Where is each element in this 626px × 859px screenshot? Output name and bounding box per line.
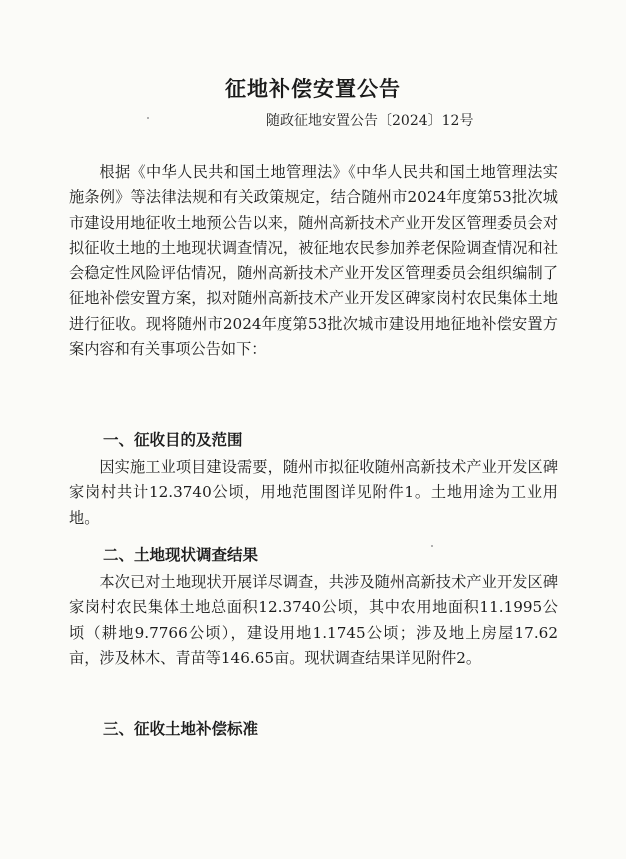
intro-paragraph xyxy=(69,160,558,362)
section-heading-survey: 二、土地现状调查结果 xyxy=(103,546,259,564)
section-heading-purpose: 一、征收目的及范围 xyxy=(103,431,243,449)
section-purpose-paragraph xyxy=(69,455,558,531)
section-heading-compensation: 三、征收土地补偿标准 xyxy=(103,720,259,738)
section-survey-paragraph xyxy=(69,570,558,671)
section-survey-text: 本次已对土地现状开展详尽调查，共涉及随州高新技术产业开发区碑家岗村农民集体土地总面积12.3740公顷，其中农用地面积11.1995公顷（耕地9.7766公顷），建设用地1.1745公顷；涉及地上房屋17.62亩，涉及林木、青苗等146.65亩。现状调查结果详见附件2。 xyxy=(69,573,558,667)
scan-speck xyxy=(431,545,433,547)
document-title: 征地补偿安置公告 xyxy=(225,77,401,101)
scan-speck xyxy=(147,117,149,119)
section-purpose-text: 因实施工业项目建设需要，随州市拟征收随州高新技术产业开发区碑家岗村共计12.3740公顷，用地范围图详见附件1。土地用途为工业用地。 xyxy=(69,458,558,527)
intro-text: 根据《中华人民共和国土地管理法》《中华人民共和国土地管理法实施条例》等法律法规和有关政策规定，结合随州市2024年度第53批次城市建设用地征收土地预公告以来，随州高新技术产业开发区管理委员会对拟征收土地的土地现状调查情况，被征地农民参加养老保险调查情况和社会稳定性风险评估情况，随州高新技术产业开发区管理委员会组织编制了征地补偿安置方案，拟对随州高新技术产业开发区碑家岗村农民集体土地进行征收。现将随州市2024年度第53批次城市建设用地征地补偿安置方案内容和有关事项公告如下： xyxy=(69,163,558,359)
document-number: 随政征地安置公告〔2024〕12号 xyxy=(266,113,474,129)
